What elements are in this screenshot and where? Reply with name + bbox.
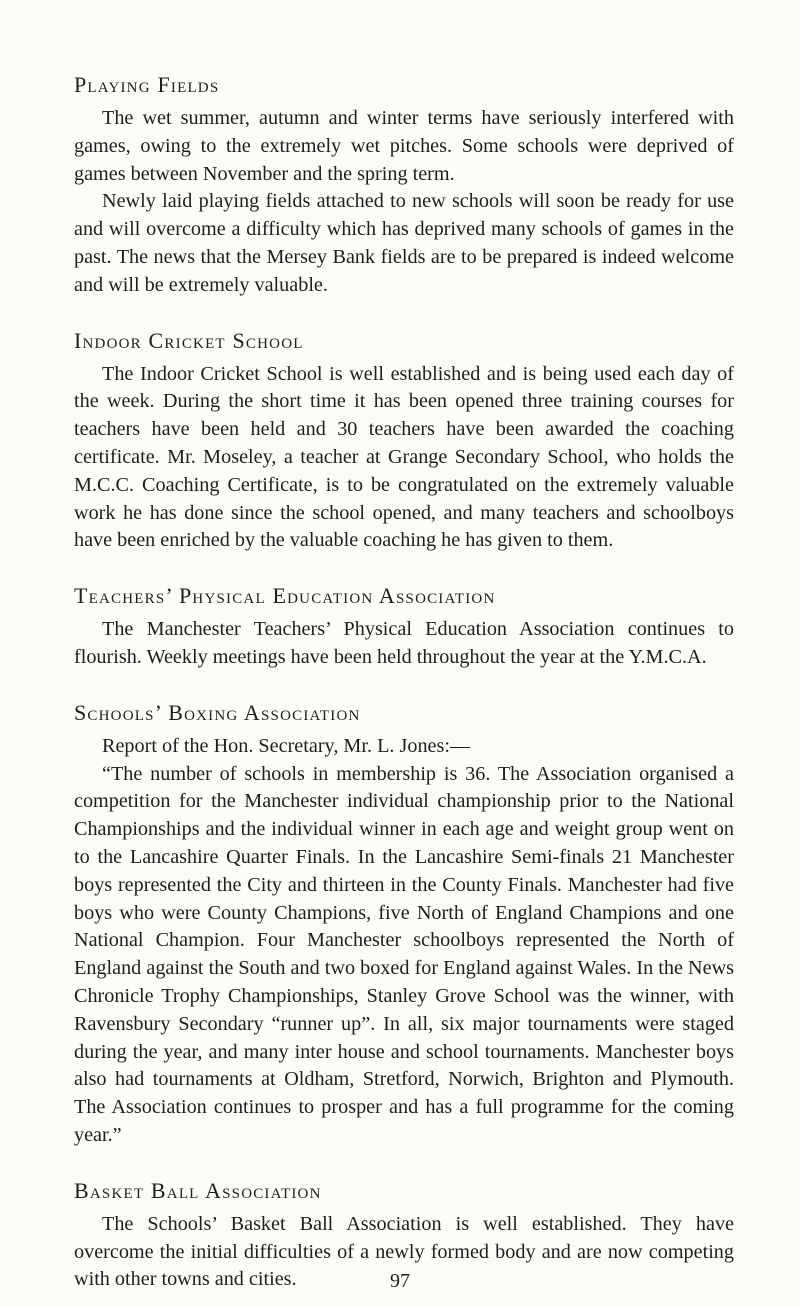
paragraph: Report of the Hon. Secretary, Mr. L. Jones:— (102, 734, 471, 757)
paragraph: The Schools’ Basket Ball Association is well established. They have overcome the initial difficulties of a newly formed body and are now competing with other towns and cities. (74, 1212, 734, 1291)
paragraph: “The number of schools in membership is 36. The Association organised a competition for the Manchester individual championship prior to the National Championships and the individual winner in each age and weight group went on to the Lancashire Quarter Finals. In the Lancashire Semi-finals 21 Manchester boys represented the City and thirteen in the County Finals. Manchester had five boys who were County Champions, five North of England Champions and one National Champion. Four Manchester schoolboys represented the North of England against the South and two boxed for England against Wales. In the News Chronicle Trophy Championships, Stanley Grove School was the winner, with Ravensbury Secondary “runner up”. In all, six major tournaments were staged during the year, and many inter house and school tournaments. Manchester boys also had tournaments at Oldham, Stretford, Norwich, Brighton and Plymouth. The Association continues to prosper and has a full programme for the coming year.” (74, 762, 734, 1146)
section-schools-boxing-association (74, 698, 734, 1150)
section-heading: Teachers’ Physical Education Association (74, 583, 496, 609)
section-heading: Indoor Cricket School (74, 327, 304, 353)
page-content (74, 70, 734, 1294)
page-number: 97 (390, 1270, 410, 1292)
section-teachers-pe-association (74, 581, 734, 672)
section-heading: Schools’ Boxing Association (74, 699, 361, 725)
section-heading: Basket Ball Association (74, 1177, 322, 1203)
paragraph: Newly laid playing fields attached to new schools will soon be ready for use and will overcome a difficulty which has deprived many schools of games in the past. The news that the Mersey Bank fields are to be prepared is indeed welcome and will be extremely valuable. (74, 190, 734, 296)
paragraph: The Manchester Teachers’ Physical Education Association continues to flourish. Weekly meetings have been held throughout the year at the Y.M.C.A. (74, 618, 734, 668)
section-indoor-cricket-school (74, 326, 734, 556)
section-heading: Playing Fields (74, 72, 220, 97)
paragraph: The Indoor Cricket School is well established and is being used each day of the week. During the short time it has been opened three training courses for teachers have been held and 30 teachers have been awarded the coaching certificate. Mr. Moseley, a teacher at Grange Secondary School, who holds the M.C.C. Coaching Certificate, is to be congratulated on the extremely valuable work he has done since the school opened, and many teachers and schoolboys have been enriched by the valuable coaching he has given to them. (74, 362, 734, 552)
section-playing-fields (74, 70, 734, 300)
paragraph: The wet summer, autumn and winter terms have seriously interfered with games, owing to the extremely wet pitches. Some schools were deprived of games between November and the spring term. (74, 107, 734, 185)
